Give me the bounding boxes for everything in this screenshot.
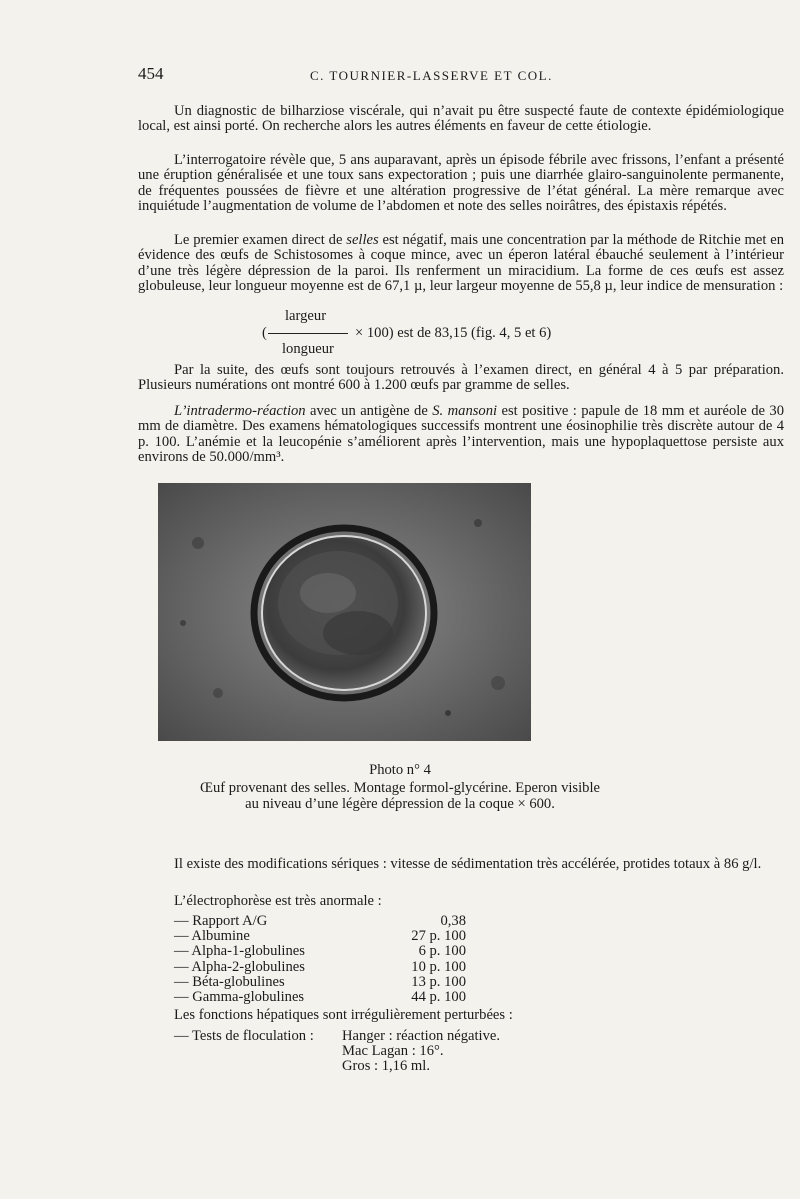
text-segment: est négatif, mais une concentration par la méthode de Ritchie met en évidence des œufs de Schistosomes à coque mince, avec un éperon latéral ébauché seulement à l’intérieur d’une très légère dépression de la paroi. Ils renferment un miracidium. La forme de ces œufs est assez globuleuse, leur longueur moyenne est de 67,1 µ, leur largeur moyenne de 55,8 µ, leur indice de mensuration : xyxy=(138,232,784,294)
formula-numerator: largeur xyxy=(285,308,327,324)
running-title: C. TOURNIER-LASSERVE ET COL. xyxy=(310,68,553,83)
text-segment: Le premier examen direct de xyxy=(174,232,347,248)
row-value: 44 p. 100 xyxy=(411,988,466,1005)
figure-caption-line-2: au niveau d’une légère dépression de la coque × 600. xyxy=(245,796,555,812)
emphasis-selles: selles xyxy=(346,232,379,248)
row-value: 6 p. 100 xyxy=(418,943,466,960)
page-number: 454 xyxy=(138,64,164,83)
row-value: 13 p. 100 xyxy=(411,973,466,990)
paragraph-seriques: Il existe des modifications sériques : vitesse de sédimentation très accélérée, protides totaux à 86 g/l. xyxy=(174,856,762,872)
row-label: — Albumine xyxy=(174,928,250,945)
paragraph-electrophorese: L’électrophorèse est très anormale : xyxy=(174,893,382,909)
row-label: — Alpha-2-globulines xyxy=(174,958,305,975)
row-label: — Gamma-globulines xyxy=(174,988,305,1005)
row-label: — Béta-globulines xyxy=(174,973,285,990)
micrograph-photo xyxy=(158,483,531,741)
paragraph-suite: Par la suite, des œufs sont toujours retrouvés à l’examen direct, en général 4 à 5 par préparation. Plusieurs numérations ont montré 600 à 1.200 œufs par gramme de selles. xyxy=(138,362,784,394)
egg-micrograph-image xyxy=(158,483,531,741)
floculation-hanger: Hanger : réaction négative. xyxy=(342,1028,501,1044)
paragraph-intradermo xyxy=(138,404,784,465)
formula-denominator: longueur xyxy=(282,341,334,357)
paragraph-fonctions-hepatiques: Les fonctions hépatiques sont irrégulièrement perturbées : xyxy=(174,1007,513,1023)
paragraph-diagnostic: Un diagnostic de bilharziose viscérale, qui n’avait pu être suspecté faute de contexte épidémiologique local, est ainsi porté. On recherche alors les autres éléments en faveur de cette étiologie. xyxy=(138,103,784,135)
row-label: — Alpha-1-globulines xyxy=(174,943,305,960)
row-value: 0,38 xyxy=(440,913,466,929)
emphasis-intradermo: L’intradermo-réaction xyxy=(174,403,306,419)
formula-rest: × 100) est de 83,15 (fig. 4, 5 et 6) xyxy=(355,325,552,341)
text-segment: avec un antigène de xyxy=(305,403,433,419)
floculation-label: — Tests de floculation : xyxy=(174,1028,314,1044)
fraction-bar xyxy=(268,333,348,334)
formula-open-paren: ( xyxy=(262,325,267,341)
figure-title: Photo n° 4 xyxy=(369,762,431,778)
paragraph-examen-selles xyxy=(138,233,784,294)
row-value: 27 p. 100 xyxy=(411,928,466,945)
text-segment: est positive : papule de 18 mm et auréole de 30 mm de diamètre. Des examens hématologiques successifs montrent une éosinophilie très discrète autour de 4 p. 100. L’anémie et la leucopénie s’améliorent après l’intervention, mais une hypoplaquettose persiste aux environs de 50.000/mm³. xyxy=(138,403,784,465)
floculation-gros: Gros : 1,16 ml. xyxy=(342,1058,430,1074)
figure-caption-line-1: Œuf provenant des selles. Montage formol-glycérine. Eperon visible xyxy=(199,780,600,796)
emphasis-s-mansoni: S. mansoni xyxy=(432,403,498,419)
paragraph-interrogatoire: L’interrogatoire révèle que, 5 ans auparavant, après un épisode fébrile avec frissons, l’enfant a présenté une éruption généralisée et une toux sans expectoration ; puis une diarrhée glairo-sanguinolente permanente, de fréquentes poussées de fièvre et une altération progressive de l’état général. La mère remarque avec inquiétude l’augmentation de volume de l’abdomen et note des selles noirâtres, des épistaxis répétés. xyxy=(138,152,784,214)
floculation-mac-lagan: Mac Lagan : 16°. xyxy=(342,1043,444,1059)
row-label: — Rapport A/G xyxy=(174,913,268,929)
row-value: 10 p. 100 xyxy=(411,958,466,975)
